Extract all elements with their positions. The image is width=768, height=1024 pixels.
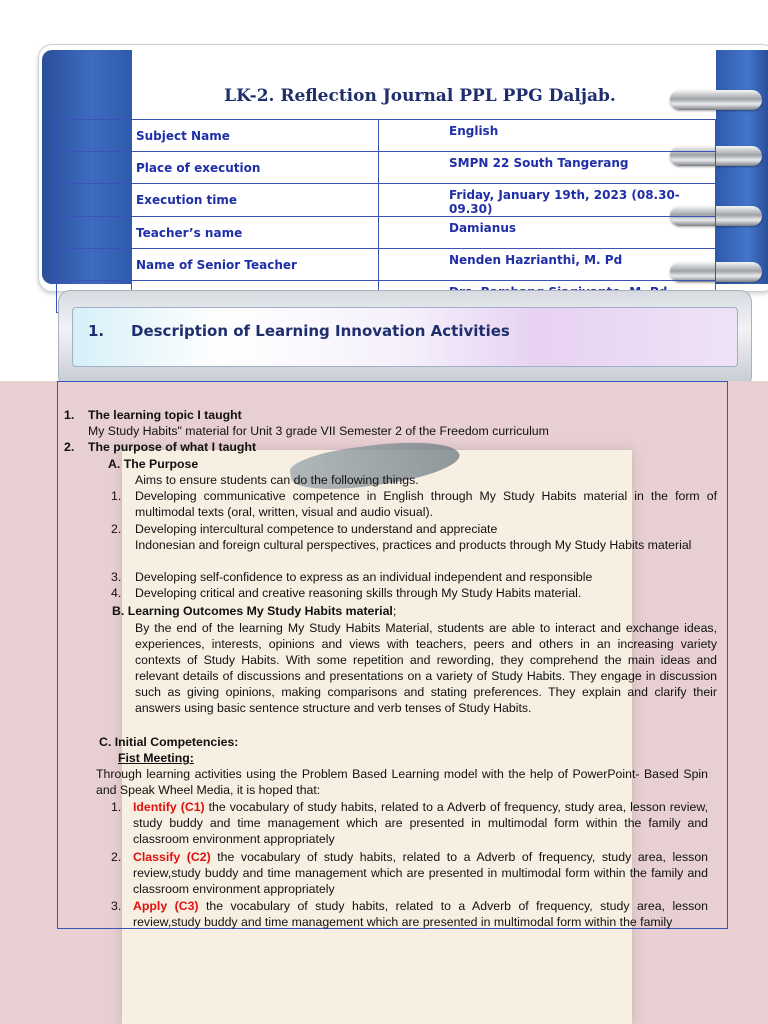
subheading-c: C. Initial Competencies: — [99, 735, 239, 749]
binder-spine-right — [716, 50, 768, 284]
table-row — [57, 249, 716, 281]
list-number: 1. — [111, 800, 122, 814]
list-number: 3. — [111, 899, 122, 913]
purpose-heading: The purpose of what I taught — [88, 440, 257, 454]
subheading-b: B. Learning Outcomes My Study Habits material; — [112, 604, 397, 618]
meeting-label: Fist Meeting: — [118, 751, 194, 765]
competency-item: Apply (C3) the vocabulary of study habits, related to a Adverb of frequency, study area, lesson review,study buddy and time management which are presented in multimodal form within the family — [133, 899, 708, 929]
purpose-item: Developing critical and creative reasoning skills through My Study Habits material. — [135, 586, 582, 600]
senior-teacher-value: Nenden Hazrianthi, M. Pd — [379, 249, 716, 281]
section-title: Description of Learning Innovation Activities — [131, 322, 510, 340]
list-number: 4. — [111, 586, 122, 600]
topic-text: My Study Habits" material for Unit 3 grade VII Semester 2 of the Freedom curriculum — [88, 424, 549, 438]
table-row — [57, 184, 716, 217]
competency-item: Identify (C1) the vocabulary of study habits, related to a Adverb of frequency, study area, lesson review, study buddy and time management which are presented in multimodal form within the family and classroom environment appropriately — [133, 800, 708, 846]
info-table — [56, 119, 716, 313]
place-value: SMPN 22 South Tangerang — [379, 152, 716, 184]
purpose-item: Developing communicative competence in English through My Study Habits material in the form of multimodal texts (oral, written, visual and audio visual). — [135, 489, 717, 519]
execution-time-value: Friday, January 19th, 2023 (08.30-09.30) — [379, 184, 716, 217]
purpose-item: Developing self-confidence to express as an individual independent and responsible — [135, 570, 593, 584]
subject-name-value: English — [379, 120, 716, 152]
senior-teacher-label: Name of Senior Teacher — [132, 249, 379, 281]
list-number: 1. — [64, 408, 75, 422]
subject-name-label: Subject Name — [132, 120, 379, 152]
document-title: LK-2. Reflection Journal PPL PPG Daljab. — [224, 86, 616, 106]
learning-outcomes-text: By the end of the learning My Study Habits Material, students are able to interact and exchange ideas, experiences, interests, opinions and views with teachers, peers and others in an increasing variety contexts of Study Habits. With some repetition and rewording, they comprehend the main ideas and relevant details of discussions and presentations on a variety of Study Habits. They engage in discussion such as giving opinions, making comparisons and stating preferences. They explain and clarify their answers using basic sentence structure and verb tenses of Study Habits. — [135, 621, 717, 715]
subheading-a: A. The Purpose — [108, 457, 199, 471]
list-number: 1. — [111, 489, 122, 503]
purpose-intro: Aims to ensure students can do the following things. — [135, 473, 419, 487]
list-number: 2. — [111, 850, 122, 864]
list-number: 2. — [64, 440, 75, 454]
purpose-item: Developing intercultural competence to understand and appreciate — [135, 522, 498, 536]
table-row — [57, 152, 716, 184]
execution-time-label: Execution time — [132, 184, 379, 217]
list-number: 2. — [111, 522, 122, 536]
table-row — [57, 217, 716, 249]
section-number: 1. — [88, 322, 105, 340]
competency-item: Classify (C2) the vocabulary of study habits, related to a Adverb of frequency, study area, lesson review,study buddy and time management which are presented in multimodal form within the family and classroom environment appropriately — [133, 850, 708, 896]
topic-heading: The learning topic I taught — [88, 408, 242, 422]
competencies-intro: Through learning activities using the Problem Based Learning model with the help of PowerPoint- Based Spin and Speak Wheel Media, it is hoped that: — [96, 767, 708, 797]
table-row — [57, 120, 716, 152]
teacher-name-value: Damianus — [379, 217, 716, 249]
teacher-name-label: Teacher’s name — [132, 217, 379, 249]
list-number: 3. — [111, 570, 122, 584]
place-label: Place of execution — [132, 152, 379, 184]
purpose-item-continued: Indonesian and foreign cultural perspectives, practices and products through My Study Habits material — [135, 538, 692, 552]
